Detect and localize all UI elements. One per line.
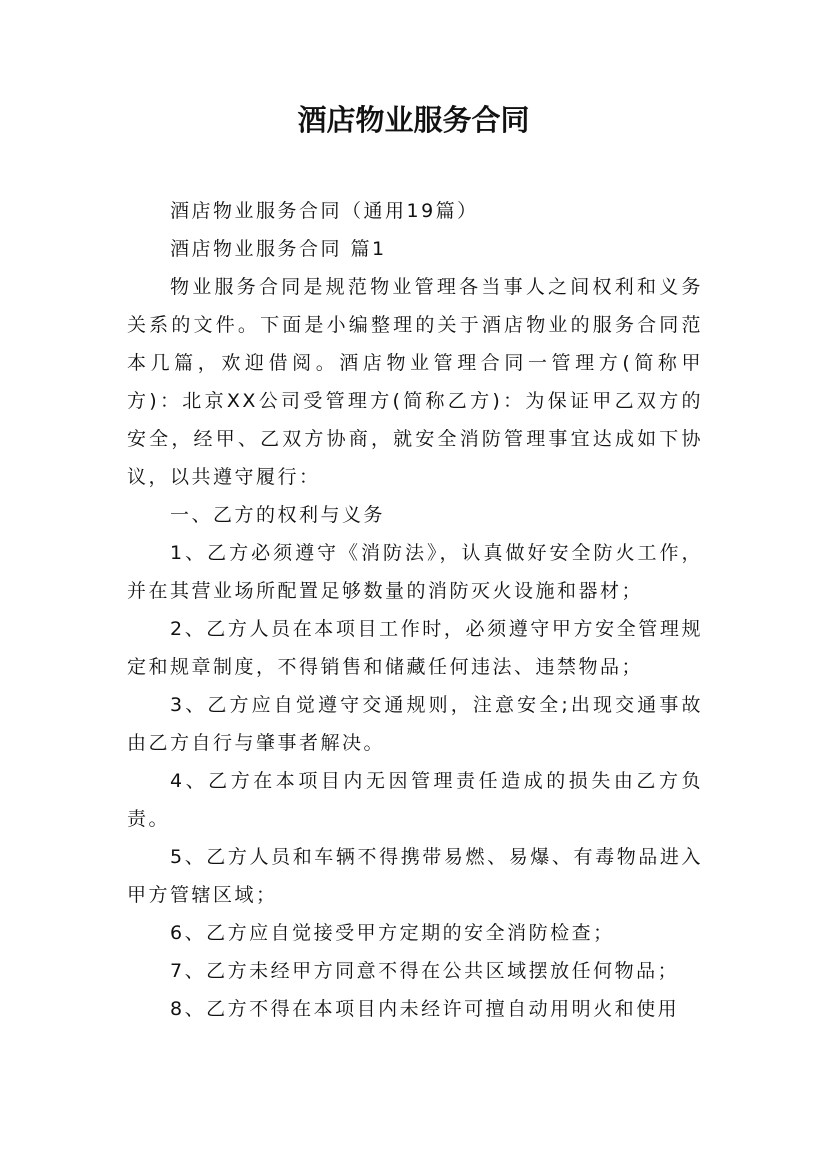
paragraph-intro: 物业服务合同是规范物业管理各当事人之间权利和义务关系的文件。下面是小编整理的关于酒店物业的服务合同范本几篇，欢迎借阅。酒店物业管理合同一管理方(简称甲方)：北京XX公司受管理方(简称乙方)：为保证甲乙双方的安全，经甲、乙双方协商，就安全消防管理事宜达成如下协议，以共遵守履行： bbox=[127, 276, 703, 488]
document-title: 酒店物业服务合同 bbox=[297, 103, 530, 137]
paragraph-clause-8: 8、乙方不得在本项目内未经许可擅自动用明火和使用 bbox=[170, 998, 680, 1020]
paragraph-section-title: 酒店物业服务合同 篇1 bbox=[170, 238, 387, 260]
paragraph-clause-heading: 一、乙方的权利与义务 bbox=[170, 504, 386, 526]
paragraph-clause-3: 3、乙方应自觉遵守交通规则，注意安全;出现交通事故由乙方自行与肇事者解决。 bbox=[127, 694, 703, 754]
paragraph-clause-6: 6、乙方应自觉接受甲方定期的安全消防检查； bbox=[170, 922, 615, 944]
paragraph-clause-4: 4、乙方在本项目内无因管理责任造成的损失由乙方负责。 bbox=[127, 770, 703, 830]
paragraph-clause-1: 1、乙方必须遵守《消防法》，认真做好安全防火工作，并在其营业场所配置足够数量的消防灭火设施和器材； bbox=[127, 542, 703, 602]
paragraph-clause-7: 7、乙方未经甲方同意不得在公共区域摆放任何物品； bbox=[170, 960, 680, 982]
paragraph-heading: 酒店物业服务合同（通用19篇） bbox=[170, 200, 479, 222]
paragraph-clause-5: 5、乙方人员和车辆不得携带易燃、易爆、有毒物品进入甲方管辖区域； bbox=[127, 846, 703, 906]
paragraph-clause-2: 2、乙方人员在本项目工作时，必须遵守甲方安全管理规定和规章制度，不得销售和储藏任何违法、违禁物品； bbox=[127, 618, 703, 678]
document-body bbox=[127, 192, 703, 1028]
